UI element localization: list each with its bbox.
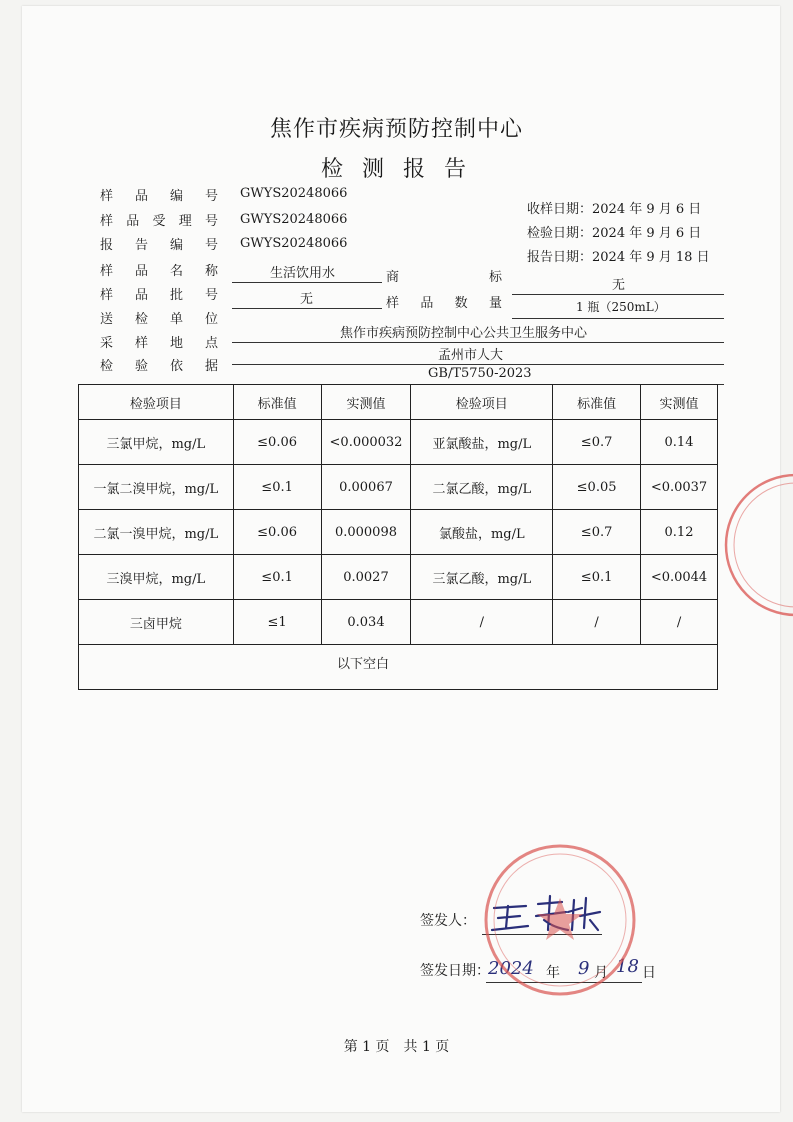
table-cell: 二氯乙酸，mg/L bbox=[411, 465, 553, 510]
sign-year: 2024 bbox=[488, 958, 534, 979]
brand-value: 无 bbox=[612, 278, 626, 293]
doc-title: 检 测 报 告 bbox=[321, 157, 472, 182]
table-row bbox=[79, 465, 718, 510]
signer-label: 签发人： bbox=[420, 913, 476, 929]
table-cell: <0.000032 bbox=[321, 420, 411, 465]
table-row bbox=[79, 555, 718, 600]
table-cell: 0.00067 bbox=[321, 465, 411, 510]
accept-no-label: 样 品 受 理 号 bbox=[100, 214, 218, 229]
report-date: 报告日期：2024 年 9 月 18 日 bbox=[527, 250, 710, 265]
page-footer: 第 1 页 共 1 页 bbox=[343, 1039, 450, 1055]
table-cell: 三卤甲烷 bbox=[79, 600, 234, 645]
table-cell: 0.12 bbox=[641, 510, 718, 555]
site-value: 孟州市人大 bbox=[438, 348, 504, 363]
report-no-value: GWYS20248066 bbox=[240, 236, 348, 251]
col-std-1: 标准值 bbox=[233, 385, 321, 420]
table-cell: <0.0044 bbox=[641, 555, 718, 600]
table-cell: ≤0.7 bbox=[553, 420, 641, 465]
table-cell: ≤0.1 bbox=[233, 555, 321, 600]
sample-name-value: 生活饮用水 bbox=[270, 266, 336, 281]
site-label: 采 样 地 点 bbox=[100, 336, 218, 351]
results-table bbox=[78, 384, 718, 690]
batch-label: 样 品 批 号 bbox=[100, 288, 218, 303]
basis-value: GB/T5750-2023 bbox=[428, 366, 532, 381]
accept-no-value: GWYS20248066 bbox=[240, 212, 348, 227]
qty-value: 1 瓶（250mL） bbox=[576, 300, 666, 314]
basis-label: 检 验 依 据 bbox=[100, 359, 218, 374]
table-header-row bbox=[79, 385, 718, 420]
table-cell: ≤0.06 bbox=[233, 420, 321, 465]
dept-value: 焦作市疾病预防控制中心公共卫生服务中心 bbox=[340, 326, 588, 341]
table-cell: ≤0.06 bbox=[233, 510, 321, 555]
table-cell: 二氯一溴甲烷，mg/L bbox=[79, 510, 234, 555]
sign-date-label: 签发日期： bbox=[420, 963, 490, 979]
qty-label: 样 品 数 量 bbox=[386, 296, 502, 311]
table-cell: ≤0.05 bbox=[553, 465, 641, 510]
table-cell: ≤0.1 bbox=[233, 465, 321, 510]
table-cell: ≤1 bbox=[233, 600, 321, 645]
table-cell: ≤0.1 bbox=[553, 555, 641, 600]
blank-row bbox=[79, 645, 718, 690]
blank-note: 以下空白 bbox=[336, 657, 389, 672]
col-item-1: 检验项目 bbox=[79, 385, 234, 420]
table-cell: 0.034 bbox=[321, 600, 411, 645]
table-cell: / bbox=[641, 600, 718, 645]
sample-name-label: 样 品 名 称 bbox=[100, 264, 218, 279]
table-cell: 0.000098 bbox=[321, 510, 411, 555]
table-row bbox=[79, 420, 718, 465]
report-no-label: 报 告 编 号 bbox=[100, 238, 218, 253]
table-row bbox=[79, 510, 718, 555]
table-cell: / bbox=[553, 600, 641, 645]
org-title: 焦作市疾病预防控制中心 bbox=[269, 117, 523, 142]
col-meas-1: 实测值 bbox=[321, 385, 411, 420]
dept-label: 送 检 单 位 bbox=[100, 312, 218, 327]
sign-month: 9 bbox=[578, 958, 590, 979]
table-cell: / bbox=[411, 600, 553, 645]
received-date: 收样日期：2024 年 9 月 6 日 bbox=[527, 202, 702, 217]
table-cell: 亚氯酸盐，mg/L bbox=[411, 420, 553, 465]
official-seal bbox=[480, 840, 640, 1000]
test-date: 检验日期：2024 年 9 月 6 日 bbox=[527, 226, 702, 241]
table-cell: 氯酸盐，mg/L bbox=[411, 510, 553, 555]
batch-value: 无 bbox=[300, 292, 314, 307]
table-cell: ≤0.7 bbox=[553, 510, 641, 555]
col-item-2: 检验项目 bbox=[411, 385, 553, 420]
col-meas-2: 实测值 bbox=[641, 385, 718, 420]
table-cell: 三氯甲烷，mg/L bbox=[79, 420, 234, 465]
day-char: 日 bbox=[642, 965, 656, 981]
table-cell: 一氯二溴甲烷，mg/L bbox=[79, 465, 234, 510]
sign-day: 18 bbox=[616, 956, 639, 977]
table-cell: <0.0037 bbox=[641, 465, 718, 510]
table-cell: 0.0027 bbox=[321, 555, 411, 600]
col-std-2: 标准值 bbox=[553, 385, 641, 420]
table-row bbox=[79, 600, 718, 645]
sample-no-value: GWYS20248066 bbox=[240, 186, 348, 201]
year-char: 年 bbox=[546, 965, 560, 981]
partial-stamp-right bbox=[716, 460, 793, 630]
table-cell: 三氯乙酸，mg/L bbox=[411, 555, 553, 600]
table-cell: 三溴甲烷，mg/L bbox=[79, 555, 234, 600]
brand-label: 商 标 bbox=[386, 270, 502, 285]
month-char: 月 bbox=[594, 965, 608, 981]
table-cell: 0.14 bbox=[641, 420, 718, 465]
sample-no-label: 样 品 编 号 bbox=[100, 189, 218, 204]
